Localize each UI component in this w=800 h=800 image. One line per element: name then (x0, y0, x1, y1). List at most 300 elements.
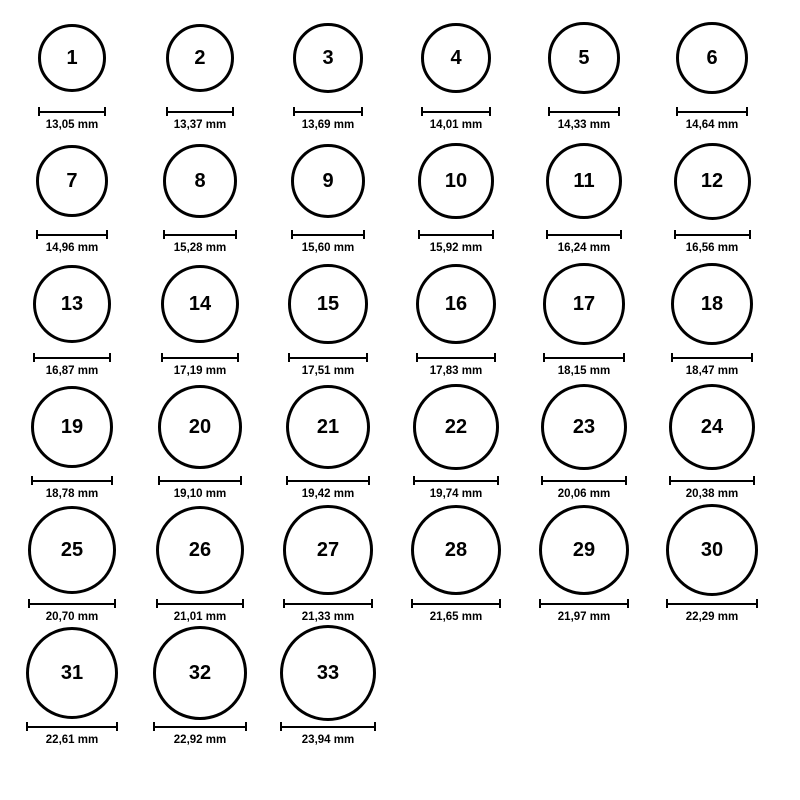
caliper-tick-right (746, 107, 748, 116)
ring-circle[interactable] (158, 385, 242, 469)
ring-circle-wrap (283, 502, 372, 598)
ring-size-number: 5 (578, 46, 590, 69)
caliper-bar (676, 111, 748, 113)
ring-size-number: 16 (444, 292, 468, 315)
caliper-tick-right (494, 353, 496, 362)
ring-circle[interactable] (421, 23, 492, 94)
ring-circle[interactable] (543, 263, 624, 344)
ring-row (8, 502, 792, 625)
caliper-tick-right (374, 722, 376, 731)
diameter-caliper-icon (26, 722, 119, 731)
ring-size-item[interactable] (136, 10, 264, 132)
caliper-tick-left (286, 476, 288, 485)
diameter-caliper-icon (166, 107, 235, 116)
diameter-caliper-icon (161, 353, 240, 362)
ring-diameter-label: 22,92 mm (173, 734, 227, 746)
ring-size-number: 17 (572, 293, 596, 315)
caliper-tick-left (543, 353, 545, 362)
diameter-caliper-icon (416, 353, 496, 362)
ring-circle-wrap (33, 256, 111, 352)
ring-size-number: 26 (188, 539, 212, 561)
ring-diameter-label: 17,83 mm (429, 365, 483, 377)
caliper-tick-left (36, 230, 38, 239)
caliper-bar (288, 357, 368, 359)
ring-diameter-label: 21,33 mm (301, 611, 355, 623)
caliper-tick-right (618, 107, 620, 116)
ring-size-item[interactable] (136, 502, 264, 624)
ring-size-number: 13 (60, 292, 84, 315)
caliper-tick-left (548, 107, 550, 116)
caliper-bar (671, 357, 753, 359)
caliper-tick-right (489, 107, 491, 116)
ring-circle[interactable] (38, 24, 106, 92)
ring-size-number: 12 (700, 170, 724, 192)
ring-diameter-label: 14,64 mm (685, 119, 739, 131)
caliper-bar (411, 603, 501, 605)
ring-diameter-label: 20,38 mm (685, 488, 739, 500)
caliper-bar (36, 234, 109, 236)
caliper-tick-right (753, 476, 755, 485)
diameter-caliper-icon (411, 599, 501, 608)
ring-size-number: 9 (322, 170, 334, 192)
ring-circle[interactable] (413, 384, 498, 469)
caliper-bar (669, 480, 756, 482)
ring-size-item[interactable] (136, 256, 264, 378)
caliper-tick-right (366, 353, 368, 362)
caliper-tick-left (26, 722, 28, 731)
ring-size-item[interactable] (392, 502, 520, 624)
ring-row (8, 379, 792, 502)
ring-size-number: 32 (188, 661, 212, 684)
caliper-tick-right (237, 353, 239, 362)
caliper-tick-left (280, 722, 282, 731)
ring-size-number: 28 (444, 539, 468, 561)
ring-size-number: 3 (322, 47, 334, 69)
ring-size-item[interactable] (392, 10, 520, 132)
ring-size-item[interactable] (392, 256, 520, 378)
ring-size-item[interactable] (520, 10, 648, 132)
diameter-caliper-icon (286, 476, 370, 485)
ring-circle-wrap (280, 625, 376, 721)
caliper-bar (421, 111, 492, 113)
ring-circle[interactable] (674, 143, 751, 220)
ring-circle-wrap (288, 256, 368, 352)
ring-circle[interactable] (161, 265, 240, 344)
ring-diameter-label: 15,60 mm (301, 242, 355, 254)
ring-size-number: 15 (316, 293, 340, 315)
ring-diameter-label: 17,19 mm (173, 365, 227, 377)
ring-circle[interactable] (671, 263, 753, 345)
ring-circle-wrap (669, 379, 756, 475)
ring-diameter-label: 13,05 mm (45, 119, 99, 131)
ring-size-item[interactable] (8, 256, 136, 378)
ring-circle[interactable] (541, 384, 627, 470)
caliper-bar (153, 726, 246, 728)
ring-size-item[interactable] (520, 133, 648, 255)
caliper-tick-right (116, 722, 118, 731)
diameter-caliper-icon (283, 599, 372, 608)
caliper-tick-left (156, 599, 158, 608)
ring-size-item[interactable] (8, 379, 136, 501)
ring-diameter-label: 17,51 mm (301, 365, 355, 377)
ring-size-number: 20 (188, 416, 212, 438)
ring-diameter-label: 22,29 mm (685, 611, 739, 623)
ring-diameter-label: 13,37 mm (173, 119, 227, 131)
ring-circle[interactable] (286, 385, 370, 469)
caliper-tick-right (751, 353, 753, 362)
ring-size-item[interactable] (8, 625, 136, 747)
ring-size-number: 10 (444, 169, 468, 192)
caliper-bar (541, 480, 627, 482)
caliper-tick-left (293, 107, 295, 116)
ring-circle-wrap (286, 379, 370, 475)
ring-circle[interactable] (36, 145, 109, 218)
caliper-tick-right (371, 599, 373, 608)
ring-circle[interactable] (666, 504, 758, 596)
ring-size-item[interactable] (520, 256, 648, 378)
ring-circle-wrap (156, 502, 245, 598)
caliper-bar (674, 234, 751, 236)
ring-size-item[interactable] (648, 133, 776, 255)
ring-diameter-label: 15,92 mm (429, 242, 483, 254)
ring-circle-wrap (163, 133, 237, 229)
ring-size-number: 11 (573, 170, 595, 192)
diameter-caliper-icon (666, 599, 758, 608)
ring-circle-wrap (158, 379, 242, 475)
caliper-tick-right (106, 230, 108, 239)
ring-circle-wrap (539, 502, 630, 598)
ring-size-item[interactable] (136, 379, 264, 501)
caliper-bar (546, 234, 622, 236)
ring-circle-wrap (674, 133, 751, 229)
caliper-bar (31, 480, 114, 482)
caliper-tick-left (671, 353, 673, 362)
caliper-tick-left (676, 107, 678, 116)
ring-circle[interactable] (539, 505, 630, 596)
diameter-caliper-icon (546, 230, 622, 239)
ring-circle[interactable] (293, 23, 363, 93)
caliper-tick-right (240, 476, 242, 485)
diameter-caliper-icon (288, 353, 368, 362)
caliper-bar (286, 480, 370, 482)
ring-circle-wrap (676, 10, 748, 106)
ring-size-item[interactable] (264, 379, 392, 501)
ring-diameter-label: 23,94 mm (301, 734, 355, 746)
ring-size-item[interactable] (264, 502, 392, 624)
caliper-tick-right (625, 476, 627, 485)
diameter-caliper-icon (541, 476, 627, 485)
caliper-tick-right (111, 476, 113, 485)
caliper-tick-right (756, 599, 758, 608)
ring-circle[interactable] (156, 506, 245, 595)
caliper-tick-left (666, 599, 668, 608)
caliper-tick-left (28, 599, 30, 608)
caliper-bar (418, 234, 493, 236)
ring-grid (8, 10, 792, 748)
ring-size-item[interactable] (520, 379, 648, 501)
caliper-tick-left (291, 230, 293, 239)
ring-circle[interactable] (548, 22, 619, 93)
ring-circle[interactable] (33, 265, 111, 343)
caliper-tick-right (620, 230, 622, 239)
ring-size-number: 30 (700, 538, 724, 561)
ring-size-item[interactable] (648, 256, 776, 378)
ring-diameter-label: 20,70 mm (45, 611, 99, 623)
caliper-tick-right (232, 107, 234, 116)
ring-diameter-label: 18,78 mm (45, 488, 99, 500)
caliper-tick-left (416, 353, 418, 362)
ring-size-item[interactable] (136, 133, 264, 255)
ring-circle-wrap (166, 10, 235, 106)
ring-size-item[interactable] (8, 10, 136, 132)
ring-row (8, 10, 792, 133)
ring-row (8, 133, 792, 256)
ring-size-number: 8 (194, 170, 206, 192)
ring-size-item[interactable] (264, 256, 392, 378)
ring-size-number: 1 (66, 47, 78, 69)
ring-circle-wrap (666, 502, 758, 598)
ring-circle[interactable] (676, 22, 748, 94)
caliper-bar (38, 111, 106, 113)
ring-size-item[interactable] (264, 133, 392, 255)
ring-size-item[interactable] (264, 10, 392, 132)
ring-size-number: 18 (700, 292, 724, 315)
ring-diameter-label: 19,10 mm (173, 488, 227, 500)
ring-size-number: 31 (60, 662, 84, 684)
ring-circle-wrap (413, 379, 498, 475)
ring-size-number: 25 (60, 539, 84, 561)
caliper-tick-right (749, 230, 751, 239)
ring-circle[interactable] (163, 144, 237, 218)
ring-size-item[interactable] (8, 502, 136, 624)
ring-diameter-label: 14,01 mm (429, 119, 483, 131)
ring-diameter-label: 18,47 mm (685, 365, 739, 377)
ring-diameter-label: 16,24 mm (557, 242, 611, 254)
caliper-tick-left (161, 353, 163, 362)
ring-size-item[interactable] (520, 502, 648, 624)
caliper-tick-right (368, 476, 370, 485)
caliper-tick-right (114, 599, 116, 608)
caliper-tick-right (497, 476, 499, 485)
ring-circle-wrap (416, 256, 496, 352)
caliper-tick-left (283, 599, 285, 608)
ring-size-item[interactable] (264, 625, 392, 747)
ring-circle-wrap (36, 133, 109, 229)
caliper-tick-left (288, 353, 290, 362)
diameter-caliper-icon (33, 353, 111, 362)
diameter-caliper-icon (421, 107, 492, 116)
caliper-tick-left (541, 476, 543, 485)
ring-diameter-label: 14,96 mm (45, 242, 99, 254)
caliper-tick-left (669, 476, 671, 485)
caliper-tick-left (33, 353, 35, 362)
ring-circle-wrap (26, 625, 119, 721)
diameter-caliper-icon (153, 722, 246, 731)
caliper-bar (666, 603, 758, 605)
ring-circle-wrap (411, 502, 501, 598)
ring-circle-wrap (161, 256, 240, 352)
ring-size-number: 29 (572, 538, 596, 561)
ring-circle[interactable] (416, 264, 496, 344)
caliper-bar (413, 480, 498, 482)
ring-circle[interactable] (28, 506, 116, 594)
ring-row (8, 625, 792, 748)
ring-circle-wrap (543, 256, 624, 352)
diameter-caliper-icon (28, 599, 116, 608)
caliper-tick-right (623, 353, 625, 362)
ring-diameter-label: 16,56 mm (685, 242, 739, 254)
ring-circle[interactable] (280, 625, 376, 721)
caliper-tick-right (242, 599, 244, 608)
caliper-tick-left (421, 107, 423, 116)
ring-circle-wrap (153, 625, 246, 721)
caliper-bar (543, 357, 624, 359)
caliper-tick-right (361, 107, 363, 116)
caliper-tick-left (38, 107, 40, 116)
ring-size-item[interactable] (8, 133, 136, 255)
caliper-bar (156, 603, 245, 605)
ring-diameter-label: 15,28 mm (173, 242, 227, 254)
ring-circle[interactable] (166, 24, 235, 93)
ring-circle[interactable] (418, 143, 493, 218)
diameter-caliper-icon (158, 476, 242, 485)
caliper-tick-right (492, 230, 494, 239)
ring-circle-wrap (421, 10, 492, 106)
caliper-tick-right (104, 107, 106, 116)
diameter-caliper-icon (676, 107, 748, 116)
ring-size-item[interactable] (392, 133, 520, 255)
ring-circle[interactable] (26, 627, 119, 720)
ring-diameter-label: 13,69 mm (301, 119, 355, 131)
diameter-caliper-icon (280, 722, 376, 731)
caliper-bar (283, 603, 372, 605)
diameter-caliper-icon (548, 107, 619, 116)
caliper-tick-left (163, 230, 165, 239)
ring-size-number: 6 (706, 47, 718, 69)
caliper-bar (539, 603, 630, 605)
caliper-bar (166, 111, 235, 113)
diameter-caliper-icon (413, 476, 498, 485)
ring-circle[interactable] (31, 386, 114, 469)
ring-size-item[interactable] (136, 625, 264, 747)
caliper-bar (280, 726, 376, 728)
diameter-caliper-icon (31, 476, 114, 485)
ring-size-number: 19 (60, 416, 84, 438)
caliper-tick-right (363, 230, 365, 239)
diameter-caliper-icon (38, 107, 106, 116)
diameter-caliper-icon (669, 476, 756, 485)
ring-circle[interactable] (669, 384, 756, 471)
ring-diameter-label: 19,74 mm (429, 488, 483, 500)
ring-diameter-label: 14,33 mm (557, 119, 611, 131)
ring-row (8, 256, 792, 379)
diameter-caliper-icon (293, 107, 363, 116)
ring-diameter-label: 21,01 mm (173, 611, 227, 623)
ring-circle[interactable] (283, 505, 372, 594)
diameter-caliper-icon (539, 599, 630, 608)
ring-diameter-label: 21,65 mm (429, 611, 483, 623)
ring-diameter-label: 22,61 mm (45, 734, 99, 746)
ring-size-number: 14 (188, 293, 212, 315)
ring-circle-wrap (418, 133, 493, 229)
ring-diameter-label: 18,15 mm (557, 365, 611, 377)
ring-circle-wrap (541, 379, 627, 475)
caliper-bar (293, 111, 363, 113)
caliper-bar (161, 357, 240, 359)
caliper-tick-left (31, 476, 33, 485)
ring-size-number: 7 (66, 169, 78, 192)
ring-size-item[interactable] (648, 379, 776, 501)
caliper-tick-right (235, 230, 237, 239)
caliper-bar (416, 357, 496, 359)
ring-diameter-label: 21,97 mm (557, 611, 611, 623)
diameter-caliper-icon (291, 230, 366, 239)
ring-size-number: 24 (700, 415, 724, 438)
ring-circle[interactable] (153, 626, 246, 719)
caliper-bar (291, 234, 366, 236)
caliper-bar (26, 726, 119, 728)
ring-circle-wrap (38, 10, 106, 106)
diameter-caliper-icon (156, 599, 245, 608)
caliper-bar (158, 480, 242, 482)
ring-size-item[interactable] (392, 379, 520, 501)
caliper-tick-left (674, 230, 676, 239)
caliper-tick-left (418, 230, 420, 239)
caliper-tick-right (627, 599, 629, 608)
ring-circle[interactable] (288, 264, 368, 344)
ring-circle-wrap (671, 256, 753, 352)
ring-circle[interactable] (291, 144, 366, 219)
diameter-caliper-icon (418, 230, 493, 239)
caliper-tick-left (153, 722, 155, 731)
caliper-tick-left (546, 230, 548, 239)
ring-size-number: 21 (316, 415, 340, 438)
diameter-caliper-icon (543, 353, 624, 362)
diameter-caliper-icon (674, 230, 751, 239)
caliper-tick-left (158, 476, 160, 485)
diameter-caliper-icon (163, 230, 237, 239)
caliper-tick-right (109, 353, 111, 362)
ring-circle-wrap (548, 10, 619, 106)
diameter-caliper-icon (671, 353, 753, 362)
ring-size-number: 23 (572, 416, 596, 438)
ring-diameter-label: 16,87 mm (45, 365, 99, 377)
ring-size-number: 33 (316, 662, 340, 684)
diameter-caliper-icon (36, 230, 109, 239)
ring-circle-wrap (546, 133, 622, 229)
ring-diameter-label: 20,06 mm (557, 488, 611, 500)
ring-circle[interactable] (411, 505, 501, 595)
caliper-bar (548, 111, 619, 113)
ring-circle[interactable] (546, 143, 622, 219)
ring-size-item[interactable] (648, 502, 776, 624)
caliper-tick-left (166, 107, 168, 116)
ring-circle-wrap (28, 502, 116, 598)
caliper-tick-right (245, 722, 247, 731)
ring-size-number: 2 (194, 46, 206, 69)
caliper-tick-left (411, 599, 413, 608)
ring-circle-wrap (31, 379, 114, 475)
caliper-bar (28, 603, 116, 605)
ring-diameter-label: 19,42 mm (301, 488, 355, 500)
ring-size-number: 4 (450, 47, 462, 69)
caliper-bar (163, 234, 237, 236)
ring-size-item[interactable] (648, 10, 776, 132)
caliper-bar (33, 357, 111, 359)
caliper-tick-right (499, 599, 501, 608)
ring-circle-wrap (293, 10, 363, 106)
ring-size-number: 22 (444, 416, 468, 438)
